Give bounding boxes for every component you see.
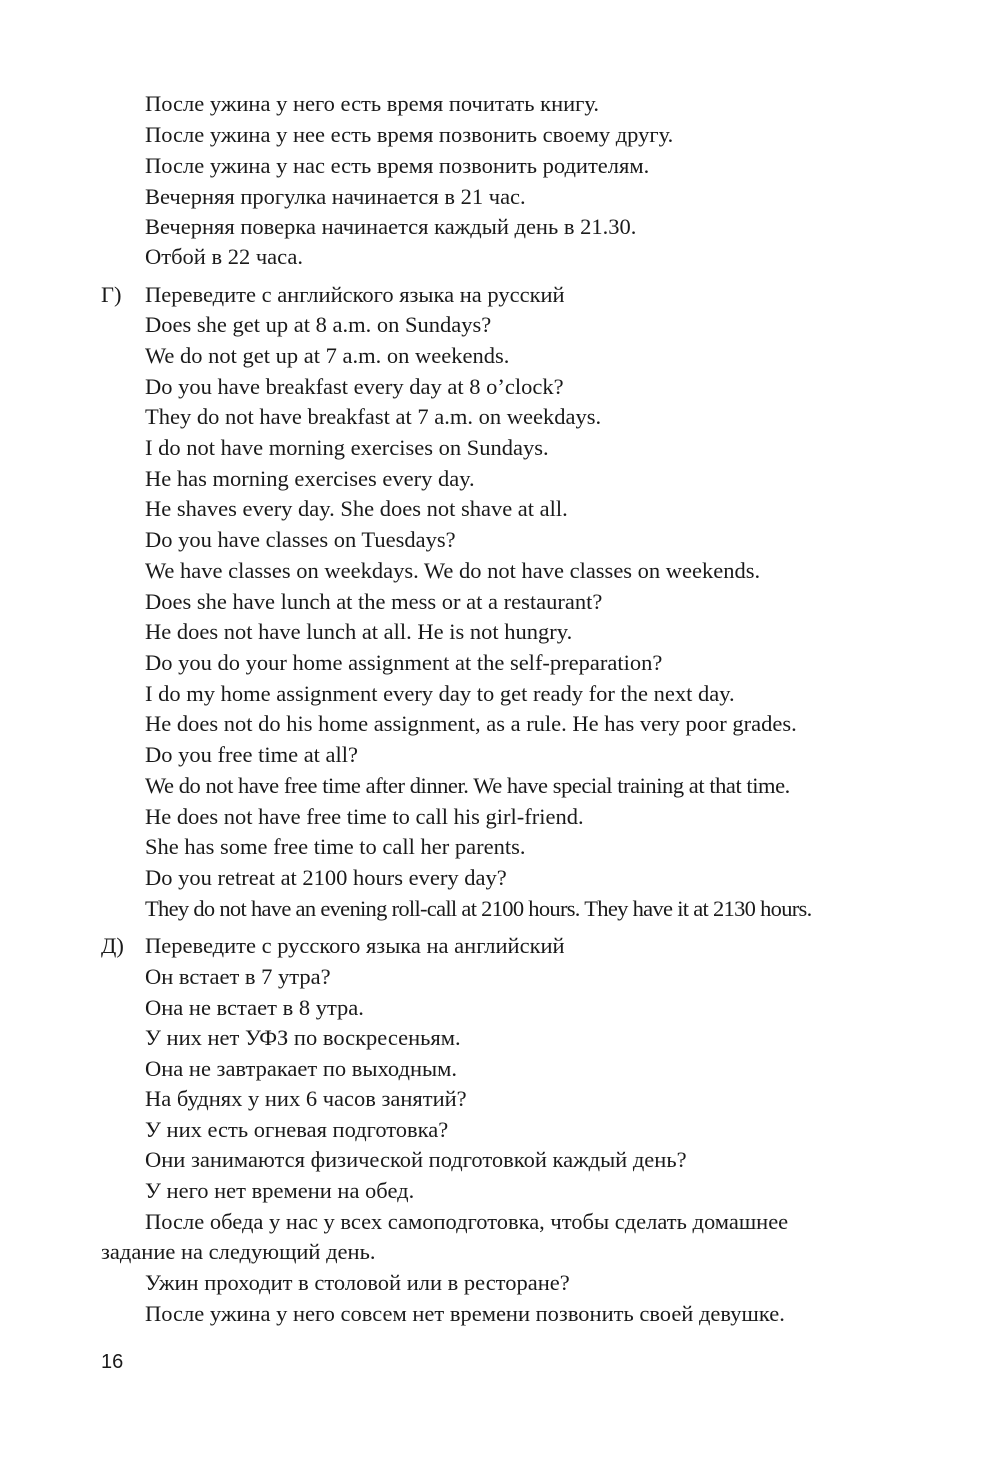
text-line: После ужина у него совсем нет времени позвонить своей девушке. [145, 1301, 785, 1326]
section-marker: Д) [101, 933, 124, 958]
text-line: На буднях у них 6 часов занятий? [145, 1086, 467, 1111]
text-line: He does not have lunch at all. He is not hungry. [145, 619, 573, 644]
text-line: Do you have classes on Tuesdays? [145, 527, 456, 552]
text-line: После ужина у нас есть время позвонить родителям. [145, 153, 650, 178]
section-title: Переведите с русского языка на английский [145, 933, 565, 958]
text-line: Do you do your home assignment at the self-preparation? [145, 650, 663, 675]
text-line: She has some free time to call her parents. [145, 834, 526, 859]
text-line: We do not have free time after dinner. We have special training at that time. [145, 773, 790, 798]
text-line: Она не встает в 8 утра. [145, 995, 364, 1020]
text-line: После ужина у нее есть время позвонить своему другу. [145, 122, 674, 147]
text-line: Вечерняя поверка начинается каждый день в 21.30. [145, 214, 637, 239]
text-line: У них нет УФЗ по воскресеньям. [145, 1025, 461, 1050]
text-line: Does she have lunch at the mess or at a restaurant? [145, 589, 603, 614]
text-line: They do not have breakfast at 7 a.m. on weekdays. [145, 404, 602, 429]
text-line: После обеда у нас у всех самоподготовка, чтобы сделать домашнее [145, 1209, 789, 1234]
text-line: I do my home assignment every day to get ready for the next day. [145, 681, 735, 706]
text-line: Do you have breakfast every day at 8 o’clock? [145, 374, 564, 399]
text-line: Do you retreat at 2100 hours every day? [145, 865, 507, 890]
text-line: задание на следующий день. [101, 1239, 376, 1264]
page-number: 16 [101, 1351, 124, 1373]
text-line: Он встает в 7 утра? [145, 964, 331, 989]
section-title: Переведите с английского языка на русский [145, 282, 565, 307]
text-line: Она не завтракает по выходным. [145, 1056, 457, 1081]
text-line: I do not have morning exercises on Sundays. [145, 435, 549, 460]
text-line: He does not do his home assignment, as a rule. He has very poor grades. [145, 711, 797, 736]
text-line: He shaves every day. She does not shave at all. [145, 496, 568, 521]
section-marker: Г) [101, 282, 122, 307]
text-line: У них есть огневая подготовка? [145, 1117, 449, 1142]
text-line: Ужин проходит в столовой или в ресторане? [145, 1270, 570, 1295]
text-line: Отбой в 22 часа. [145, 244, 303, 269]
text-line: We have classes on weekdays. We do not have classes on weekends. [145, 558, 761, 583]
text-line: We do not get up at 7 a.m. on weekends. [145, 343, 510, 368]
text-line: He does not have free time to call his girl-friend. [145, 804, 584, 829]
text-line: They do not have an evening roll-call at 2100 hours. They have it at 2130 hours. [145, 896, 812, 921]
text-line: Они занимаются физической подготовкой каждый день? [145, 1147, 687, 1172]
text-line: Does she get up at 8 a.m. on Sundays? [145, 312, 492, 337]
text-line: He has morning exercises every day. [145, 466, 475, 491]
text-line: Do you free time at all? [145, 742, 359, 767]
text-line: После ужина у него есть время почитать книгу. [145, 91, 600, 116]
text-line: Вечерняя прогулка начинается в 21 час. [145, 184, 526, 209]
text-line: У него нет времени на обед. [145, 1178, 415, 1203]
